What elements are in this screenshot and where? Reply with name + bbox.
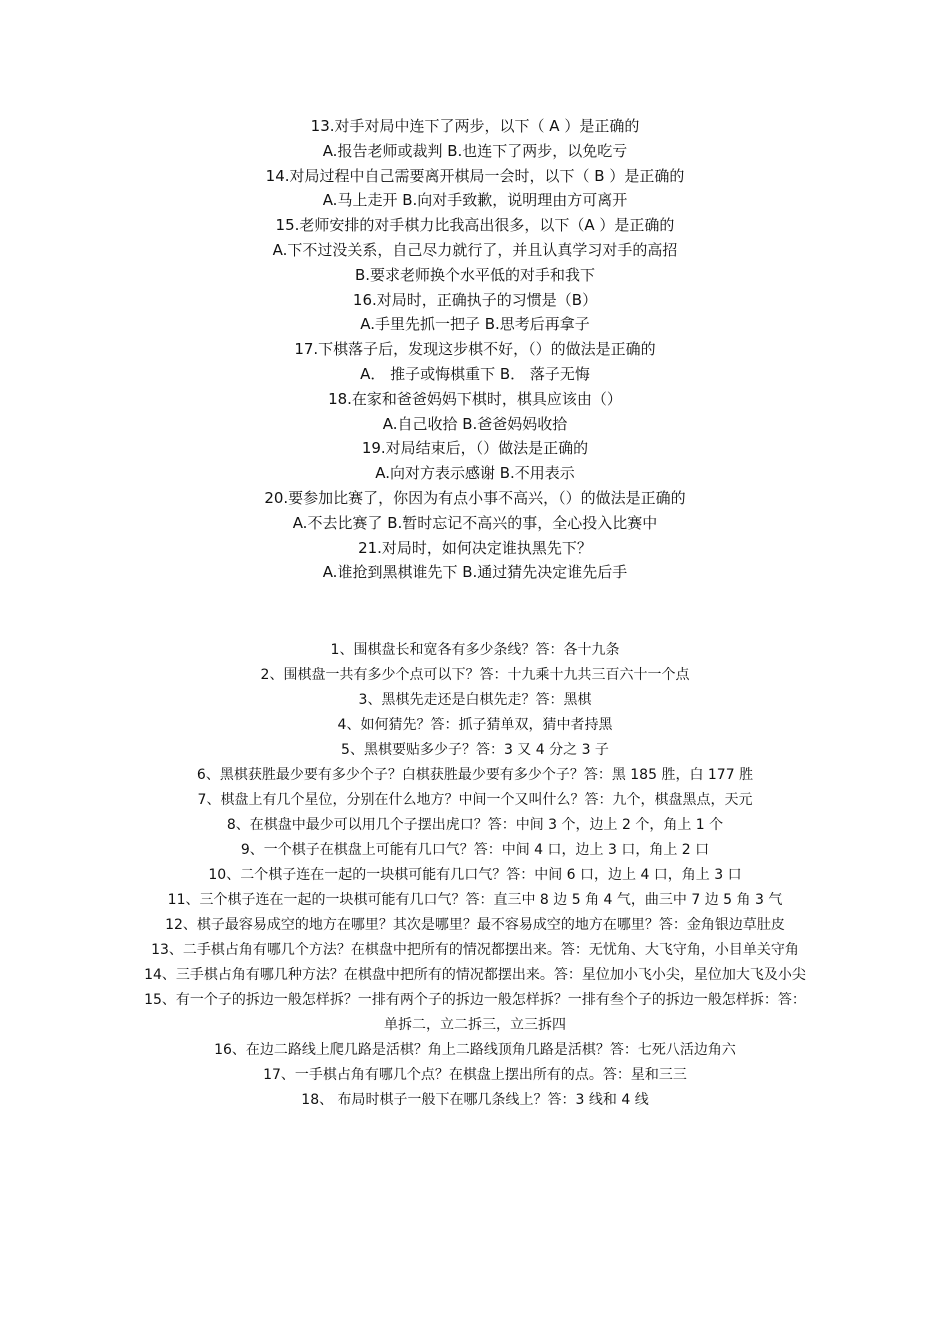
quiz-line: 20.要参加比赛了，你因为有点小事不高兴，（）的做法是正确的 (264, 488, 686, 507)
quiz-line: 19.对局结束后，（）做法是正确的 (361, 439, 589, 458)
qa-item: 2、围棋盘一共有多少个点可以下？答：十九乘十九共三百六十一个点 (260, 667, 690, 683)
quiz-line: B.要求老师换个水平低的对手和我下 (354, 265, 596, 284)
qa-item: 11、三个棋子连在一起的一块棋可能有几口气？答：直三中 8 边 5 角 4 气，曲三中 7 边 5 角 3 气 (167, 892, 783, 908)
quiz-line: A.报告老师或裁判 B.也连下了两步，以免吃亏 (322, 141, 628, 160)
quiz-line: A.不去比赛了 B.暂时忘记不高兴的事，全心投入比赛中 (292, 513, 658, 532)
qa-item: 14、三手棋占角有哪几种方法？在棋盘中把所有的情况都摆出来。答：星位加小飞小尖，星位加大飞及小尖 (144, 967, 806, 983)
quiz-line: 16.对局时，正确执子的习惯是（B） (352, 290, 598, 309)
quiz-line: A.自己收拾 B.爸爸妈妈收拾 (382, 414, 568, 433)
qa-item: 9、一个棋子在棋盘上可能有几口气？答：中间 4 口，边上 3 口，角上 2 口 (240, 842, 710, 858)
qa-item: 12、棋子最容易成空的地方在哪里？其次是哪里？最不容易成空的地方在哪里？答：金角银边草肚皮 (165, 917, 785, 933)
qa-item: 8、在棋盘中最少可以用几个子摆出虎口？答：中间 3 个，边上 2 个，角上 1 个 (226, 817, 724, 833)
qa-item: 18、 布局时棋子一般下在哪几条线上？答：3 线和 4 线 (301, 1092, 649, 1108)
qa-item: 13、二手棋占角有哪几个方法？在棋盘中把所有的情况都摆出来。答：无忧角、大飞守角，小目单关守角 (151, 942, 799, 958)
quiz-line: 14.对局过程中自己需要离开棋局一会时，以下（ B ）是正确的 (265, 166, 685, 185)
quiz-line: A.马上走开 B.向对手致歉，说明理由方可离开 (322, 191, 628, 210)
quiz-line: 17.下棋落子后，发现这步棋不好，（）的做法是正确的 (294, 340, 656, 359)
quiz-line: 21.对局时，如何决定谁执黑先下？ (358, 538, 592, 557)
quiz-line: A.手里先抓一把子 B.思考后再拿子 (360, 315, 590, 334)
qa-item: 3、黑棋先走还是白棋先走？答：黑棋 (358, 692, 592, 708)
qa-item: 4、如何猜先？答：抓子猜单双，猜中者持黑 (337, 717, 613, 733)
qa-item: 1、围棋盘长和宽各有多少条线？答：各十九条 (330, 642, 620, 658)
quiz-line: A.向对方表示感谢 B.不用表示 (375, 464, 575, 483)
qa-item: 6、黑棋获胜最少要有多少个子？白棋获胜最少要有多少个子？答：黑 185 胜，白 177 胜 (196, 767, 754, 783)
qa-item: 10、二个棋子连在一起的一块棋可能有几口气？答：中间 6 口，边上 4 口，角上 3 口 (208, 867, 742, 883)
qa-item: 16、在边二路线上爬几路是活棋？角上二路线顶角几路是活棋？答：七死八活边角六 (214, 1042, 736, 1058)
qa-item: 17、一手棋占角有哪几个点？在棋盘上摆出所有的点。答：星和三三 (263, 1067, 687, 1083)
qa-item: 7、棋盘上有几个星位，分别在什么地方？中间一个又叫什么？答：九个，棋盘黑点，天元 (197, 792, 753, 808)
quiz-line: A.下不过没关系，自己尽力就行了，并且认真学习对手的高招 (272, 240, 678, 259)
qa-item: 15、有一个子的拆边一般怎样拆？一排有两个子的拆边一般怎样拆？一排有叁个子的拆边一般怎样拆：答：单拆二，立二拆三，立三拆四 (144, 992, 806, 1033)
qa-item: 5、黑棋要贴多少子？答：3 又 4 分之 3 子 (341, 742, 609, 758)
quiz-line: 13.对手对局中连下了两步，以下（ A ）是正确的 (310, 117, 640, 135)
quiz-line: 15.老师安排的对手棋力比我高出很多，以下（A ）是正确的 (275, 216, 675, 235)
quiz-line: A． 推子或悔棋重下 B． 落子无悔 (360, 364, 590, 383)
quiz-line: 18.在家和爸爸妈妈下棋时，棋具应该由（） (328, 389, 622, 408)
quiz-line: A.谁抢到黑棋谁先下 B.通过猜先决定谁先后手 (322, 563, 628, 582)
etiquette-quiz (130, 114, 820, 585)
go-knowledge-qa (140, 638, 810, 1113)
